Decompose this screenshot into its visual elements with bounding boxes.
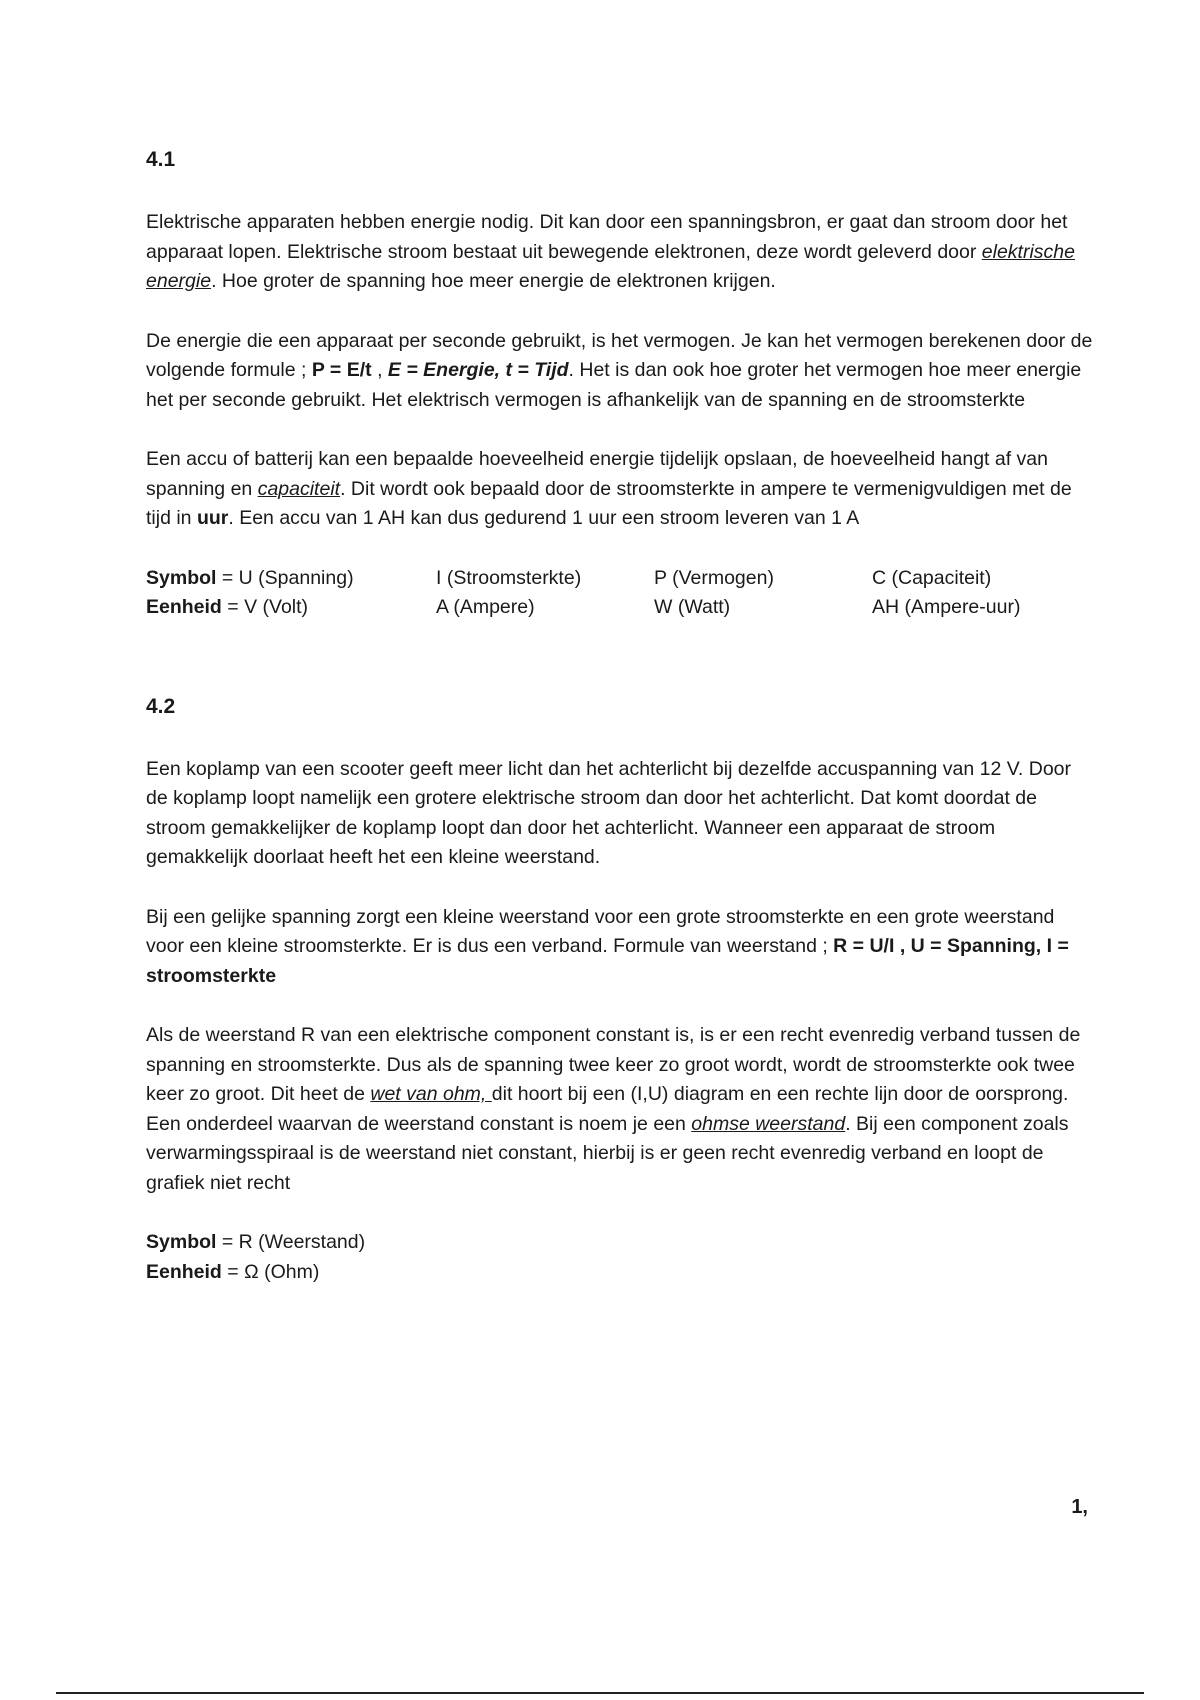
text: . Het is dan ook hoe groter het vermogen hoe meer energie het per seconde gebruikt. Het elektrisch vermogen is afhankelijk van de spanning en de stroomsterkte: [146, 359, 1082, 411]
text: R (Weerstand): [238, 1231, 366, 1253]
underlined-term: ohmse weerstand: [691, 1112, 846, 1135]
text: =: [221, 1260, 245, 1283]
table-cell: [146, 564, 436, 594]
text: =: [221, 596, 245, 618]
bold-term: uur: [196, 507, 229, 529]
table-cell: I (Stroomsterkte): [436, 566, 582, 589]
section-heading-4-1: 4.1: [146, 148, 176, 171]
formula-variables: E = Energie, t = Tijd: [387, 359, 569, 381]
table-cell: AH (Ampere-uur): [872, 596, 1021, 618]
text: Ω (Ohm): [244, 1260, 320, 1283]
resistance-table: [146, 1228, 1096, 1287]
table-cell: C (Capaciteit): [872, 566, 992, 589]
table-cell: [146, 593, 436, 623]
formula: P = E/t: [311, 359, 372, 381]
formula: R = U/I , U = Spanning, I = stroomsterkte: [146, 935, 1069, 987]
symbol-row: [146, 1228, 1096, 1258]
unit-row: [146, 1258, 1096, 1288]
paragraph: [146, 445, 1096, 534]
paragraph: [146, 903, 1096, 992]
row-label: Eenheid: [146, 596, 222, 618]
text: Een accu of batterij kan een bepaalde hoeveelheid energie tijdelijk opslaan, de hoeveelheid hangt af van spanning en: [146, 448, 1048, 500]
paragraph: Een koplamp van een scooter geeft meer licht dan het achterlicht bij dezelfde accuspanning van 12 V. Door de koplamp loopt namelijk een grotere elektrische stroom dan door het achterlicht. Dat komt doordat de stroom gemakkelijker de koplamp loopt dan door het achterlicht. Wanneer een apparaat de stroom gemakkelijk doorlaat heeft het een kleine weerstand.: [146, 757, 1072, 868]
row-label: Symbol: [146, 566, 217, 589]
text: V (Volt): [244, 596, 309, 618]
text: . Dit wordt ook bepaald door de stroomsterkte in ampere te vermenigvuldigen met de tijd in: [146, 477, 1072, 529]
footer-divider: [56, 1692, 1144, 1694]
text: =: [216, 566, 239, 589]
table-cell: W (Watt): [654, 596, 731, 618]
text: Bij een gelijke spanning zorgt een kleine weerstand voor een grote stroomsterkte en een grote weerstand voor een kleine stroomsterkte. Er is dus een verband. Formule van weerstand ;: [146, 905, 1055, 957]
paragraph: [146, 208, 1096, 297]
page-number: 1,: [1071, 1496, 1088, 1518]
section-heading-4-2: 4.2: [146, 694, 176, 718]
symbol-unit-table: [146, 564, 1096, 623]
unit-row: [146, 593, 1096, 623]
text: U (Spanning): [238, 566, 354, 589]
table-cell: P (Vermogen): [654, 566, 774, 589]
underlined-term: elektrische energie: [146, 240, 1075, 292]
text: . Bij een component zoals verwarmingsspiraal is de weerstand niet constant, hierbij is er geen recht evenredig verband en loopt de grafiek niet recht: [146, 1112, 1069, 1194]
table-cell: A (Ampere): [436, 596, 535, 618]
symbol-row: [146, 564, 1096, 594]
underlined-term: wet van ohm,: [370, 1083, 492, 1105]
paragraph: [146, 1021, 1096, 1198]
text: . Een accu van 1 AH kan dus gedurend 1 uur een stroom leveren van 1 A: [228, 507, 860, 529]
text: De energie die een apparaat per seconde gebruikt, is het vermogen. Je kan het vermogen berekenen door de volgende formule ;: [146, 329, 1093, 381]
text: dit hoort bij een (I,U) diagram en een rechte lijn door de oorsprong. Een onderdeel waarvan de weerstand constant is noem je een: [146, 1083, 1069, 1135]
underlined-term: capaciteit: [257, 477, 341, 500]
text: . Hoe groter de spanning hoe meer energie de elektronen krijgen.: [211, 270, 776, 292]
text: Elektrische apparaten hebben energie nodig. Dit kan door een spanningsbron, er gaat dan stroom door het apparaat lopen. Elektrische stroom bestaat uit bewegende elektronen, deze wordt geleverd door: [146, 211, 1068, 263]
paragraph: [146, 327, 1096, 416]
text: =: [216, 1231, 239, 1253]
text: ,: [371, 359, 388, 381]
document-page: [146, 140, 1096, 1287]
row-label: Eenheid: [146, 1260, 222, 1283]
row-label: Symbol: [146, 1231, 217, 1253]
text: Als de weerstand R van een elektrische component constant is, is er een recht evenredig verband tussen de spanning en stroomsterkte. Dus als de spanning twee keer zo groot wordt, wordt de stroomsterkte ook twee keer zo groot. Dit heet de: [146, 1024, 1081, 1105]
